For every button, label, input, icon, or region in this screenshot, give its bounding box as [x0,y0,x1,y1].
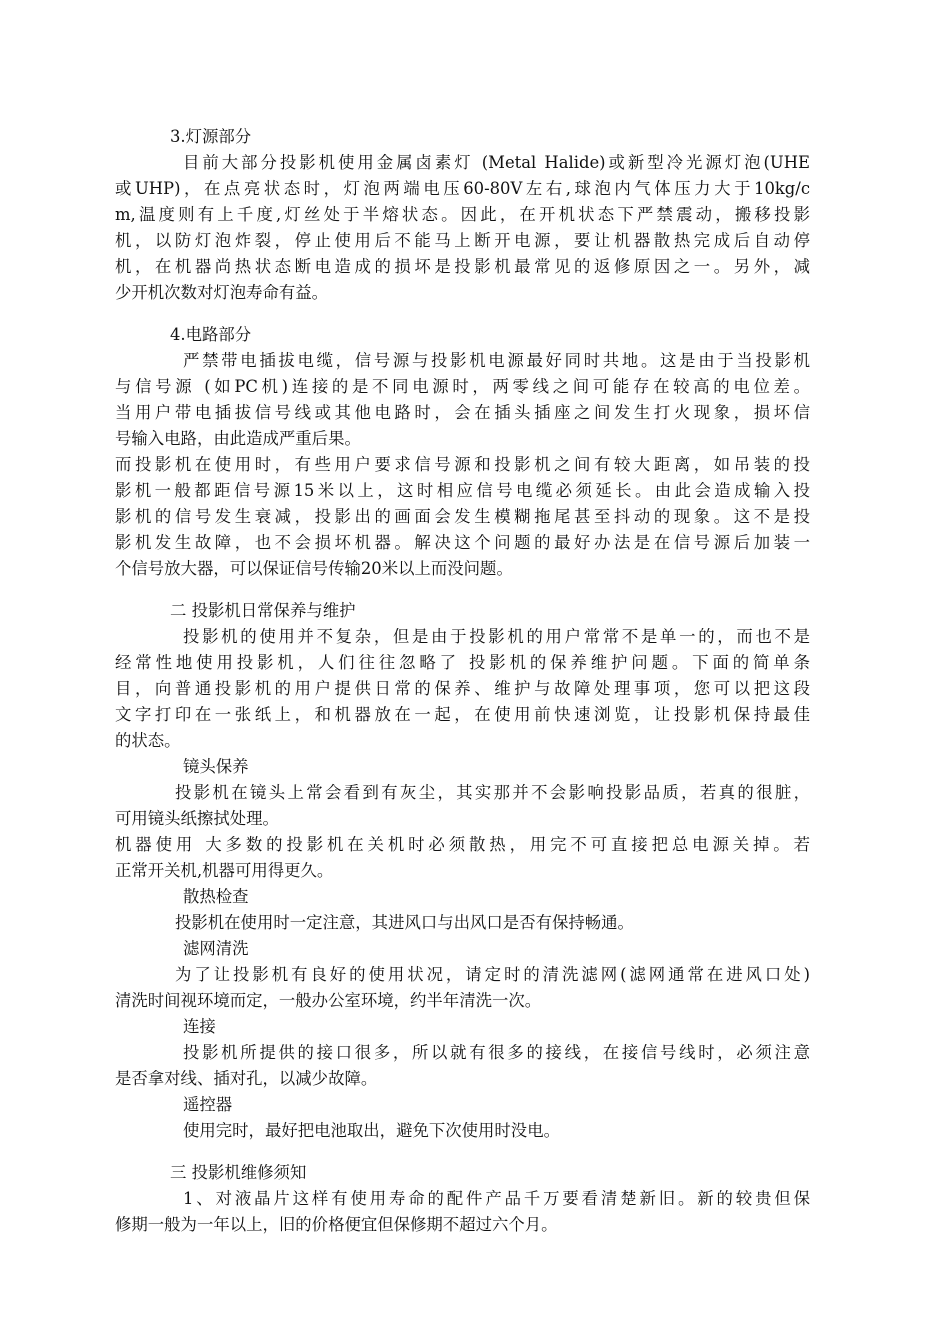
paragraph-line: 使用完时，最好把电池取出，避免下次使用时没电。 [183,1121,560,1140]
paragraph-line: 投影机的使用并不复杂，但是由于投影机的用户常常不是单一的，而也不是 [183,627,810,646]
section-heading-lamp: 3.灯源部分 [170,127,252,146]
paragraph-line: 而投影机在使用时，有些用户要求信号源和投影机之间有较大距离，如吊装的投 [115,455,810,474]
paragraph-line: 或UHP)，在点亮状态时，灯泡两端电压60-80V左右,球泡内气体压力大于10kg/c [115,179,810,198]
subheading-filter-cleaning: 滤网清洗 [183,939,249,958]
paragraph-line: 严禁带电插拔电缆，信号源与投影机电源最好同时共地。这是由于当投影机 [183,351,810,370]
paragraph-line: 清洗时间视环境而定，一般办公室环境，约半年清洗一次。 [115,991,542,1010]
paragraph-line: 可用镜头纸擦拭处理。 [115,809,279,828]
paragraph-line: 影机发生故障，也不会损坏机器。解决这个问题的最好办法是在信号源后加装一 [115,533,810,552]
section-heading-repair: 三 投影机维修须知 [170,1163,307,1182]
paragraph-line: 少开机次数对灯泡寿命有益。 [115,283,329,302]
paragraph-line: 修期一般为一年以上，旧的价格便宜但保修期不超过六个月。 [115,1215,558,1234]
paragraph-line: 机，以防灯泡炸裂，停止使用后不能马上断开电源，要让机器散热完成后自动停 [115,231,810,250]
paragraph-line: 与信号源 (如PC机)连接的是不同电源时，两零线之间可能存在较高的电位差。 [115,377,810,396]
section-heading-maintenance: 二 投影机日常保养与维护 [170,601,356,620]
paragraph-line: 影机的信号发生衰减，投影出的画面会发生模糊拖尾甚至抖动的现象。这不是投 [115,507,810,526]
paragraph-line: 影机一般都距信号源15米以上，这时相应信号电缆必须延长。由此会造成输入投 [115,481,810,500]
paragraph-line: 个信号放大器，可以保证信号传输20米以上而没问题。 [115,559,513,578]
subheading-remote-control: 遥控器 [183,1095,233,1114]
paragraph-line: 号输入电路，由此造成严重后果。 [115,429,361,448]
paragraph-line: 机器使用 大多数的投影机在关机时必须散热，用完不可直接把总电源关掉。若 [115,835,810,854]
paragraph-line: 为了让投影机有良好的使用状况，请定时的清洗滤网(滤网通常在进风口处) [175,965,810,984]
paragraph-line: 当用户带电插拔信号线或其他电路时，会在插头插座之间发生打火现象，损坏信 [115,403,810,422]
subheading-connection: 连接 [183,1017,216,1036]
paragraph-line: 1、对液晶片这样有使用寿命的配件产品千万要看清楚新旧。新的较贵但保 [183,1189,810,1208]
section-heading-circuit: 4.电路部分 [170,325,252,344]
paragraph-line: 的状态。 [115,731,181,750]
paragraph-line: 正常开关机,机器可用得更久。 [115,861,334,880]
paragraph-line: 目前大部分投影机使用金属卤素灯 (Metal Halide)或新型冷光源灯泡(UHE [183,153,810,172]
paragraph-line: 投影机在镜头上常会看到有灰尘，其实那并不会影响投影品质，若真的很脏， [175,783,810,802]
paragraph-line: 是否拿对线、插对孔，以减少故障。 [115,1069,378,1088]
paragraph-line: 文字打印在一张纸上，和机器放在一起，在使用前快速浏览，让投影机保持最佳 [115,705,810,724]
paragraph-line: 经常性地使用投影机，人们往往忽略了 投影机的保养维护问题。下面的简单条 [115,653,810,672]
paragraph-line: 目，向普通投影机的用户提供日常的保养、维护与故障处理事项，您可以把这段 [115,679,810,698]
subheading-cooling-check: 散热检查 [183,887,249,906]
paragraph-line: 投影机在使用时一定注意，其进风口与出风口是否有保持畅通。 [175,913,634,932]
subheading-lens-care: 镜头保养 [183,757,249,776]
paragraph-line: m,温度则有上千度,灯丝处于半熔状态。因此，在开机状态下严禁震动，搬移投影 [115,205,810,224]
paragraph-line: 投影机所提供的接口很多，所以就有很多的接线，在接信号线时，必须注意 [183,1043,810,1062]
paragraph-line: 机，在机器尚热状态断电造成的损坏是投影机最常见的返修原因之一。另外，减 [115,257,810,276]
